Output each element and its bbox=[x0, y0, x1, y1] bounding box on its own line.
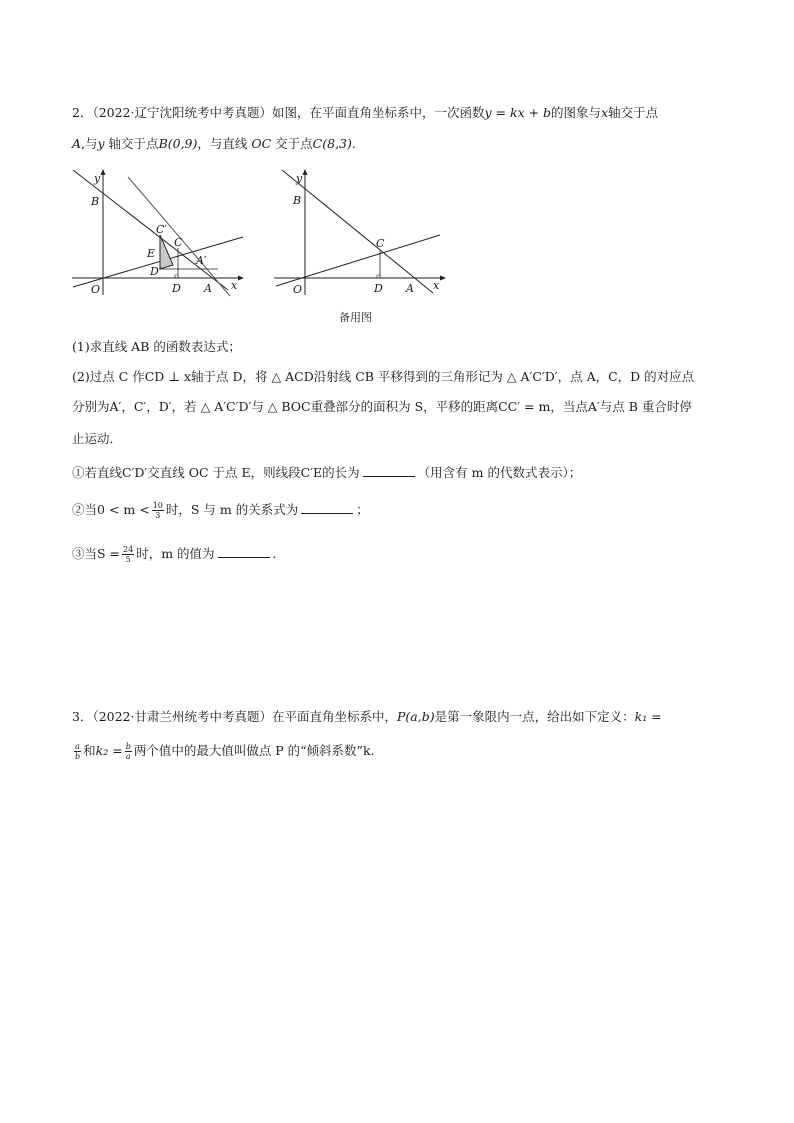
problem3-number: 3． bbox=[72, 709, 93, 724]
overlap-shading bbox=[160, 235, 173, 269]
label-O: O bbox=[91, 283, 101, 296]
label-E: E bbox=[147, 247, 156, 260]
label-O: O bbox=[293, 283, 303, 296]
label-y: y bbox=[94, 172, 101, 185]
figure-main bbox=[68, 165, 248, 300]
fraction-a-b: $\frac{a}{b}$ bbox=[75, 742, 81, 761]
equation: y = kx + b bbox=[484, 105, 552, 120]
subquestion-2: ②当0 < m < $\frac{10}{3}$ 时，S 与 m 的关系式为 ； bbox=[72, 501, 369, 520]
label-D: D bbox=[172, 282, 181, 295]
answer-blank-1[interactable] bbox=[363, 464, 415, 477]
point-C: C(8,3) bbox=[312, 136, 352, 151]
label-x: x bbox=[433, 279, 440, 292]
problem3-line1: 3．（2022·甘肃兰州统考中考真题）在平面直角坐标系中，P(a,b)是第一象限内一点，给出如下定义：k₁ = bbox=[72, 709, 662, 724]
fraction-24-5: $\frac{24}{5}$ bbox=[123, 545, 134, 564]
figure-caption: 备用图 bbox=[339, 311, 372, 324]
problem2-number: 2． bbox=[72, 105, 93, 120]
label-D-prime: D′ bbox=[150, 265, 162, 278]
label-A: A bbox=[204, 282, 212, 295]
figure-backup bbox=[270, 165, 450, 300]
label-y: y bbox=[296, 172, 303, 185]
problem3-line2: $\frac{a}{b}$ 和k₂ = $\frac{b}{a}$ 两个值中的最大值叫做点 P 的“倾斜系数”k. bbox=[75, 742, 375, 761]
point-B: B(0,9) bbox=[158, 136, 198, 151]
problem3-source: （2022·甘肃兰州统考中考真题） bbox=[92, 709, 272, 724]
problem2-line2: A,与y 轴交于点B(0,9)，与直线 OC 交于点C(8,3). bbox=[72, 136, 356, 151]
subquestion-1: ①若直线C′D′交直线 OC 于点 E，则线段C′E的长为 （用含有 m 的代数式表示）； bbox=[72, 465, 582, 480]
problem2-source: （2022·辽宁沈阳统考中考真题） bbox=[92, 105, 272, 120]
answer-blank-3[interactable] bbox=[218, 545, 270, 558]
question-2-line3: 止运动． bbox=[72, 431, 123, 446]
answer-blank-2[interactable] bbox=[301, 501, 353, 514]
label-C: C bbox=[174, 236, 183, 249]
question-2-line1: (2)过点 C 作CD ⊥ x轴于点 D，将 △ ACD沿射线 CB 平移得到的三角形记为 △ A′C′D′，点 A，C，D 的对应点 bbox=[72, 369, 695, 384]
fraction-10-3: $\frac{10}{3}$ bbox=[152, 501, 163, 520]
label-A-prime: A′ bbox=[196, 254, 207, 267]
label-B: B bbox=[91, 195, 100, 208]
fraction-b-a: $\frac{b}{a}$ bbox=[125, 742, 131, 761]
problem2-line1: 2．（2022·辽宁沈阳统考中考真题）如图，在平面直角坐标系中，一次函数y = kx + b的图象与x轴交于点 bbox=[72, 105, 659, 120]
label-D: D bbox=[374, 282, 383, 295]
question-1: (1)求直线 AB 的函数表达式； bbox=[72, 339, 241, 354]
label-x: x bbox=[231, 279, 238, 292]
question-2-line2: 分别为A′，C′，D′，若 △ A′C′D′与 △ BOC重叠部分的面积为 S，平移的距离CC′ = m，当点A′与点 B 重合时停 bbox=[72, 399, 692, 414]
line-OC bbox=[73, 237, 243, 287]
label-B: B bbox=[293, 194, 302, 207]
label-C-prime: C′ bbox=[156, 223, 167, 236]
label-C: C bbox=[376, 237, 385, 250]
label-A: A bbox=[406, 282, 414, 295]
subquestion-3: ③当S = $\frac{24}{5}$ 时，m 的值为 ． bbox=[72, 545, 286, 564]
